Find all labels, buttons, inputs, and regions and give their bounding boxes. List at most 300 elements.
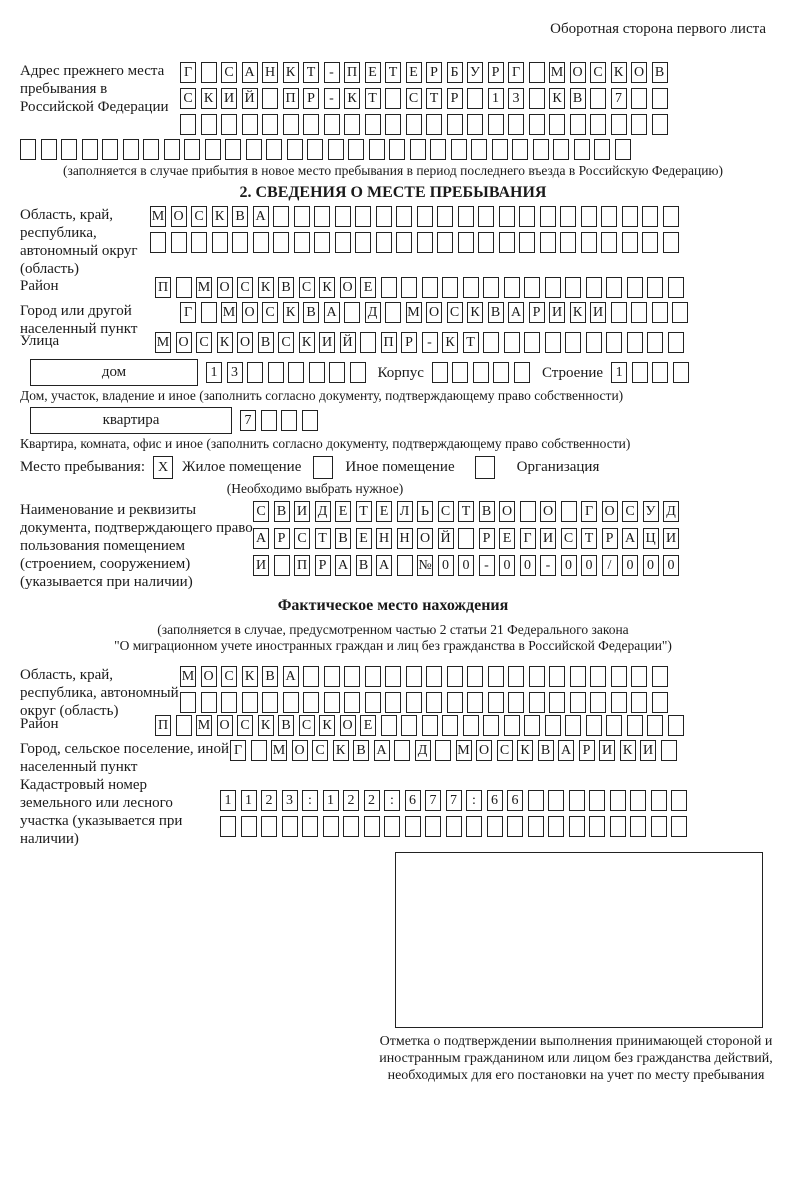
char-box[interactable] — [561, 501, 577, 522]
char-box[interactable] — [410, 139, 426, 160]
char-box[interactable] — [329, 362, 345, 383]
char-box[interactable]: А — [558, 740, 574, 761]
char-box[interactable] — [437, 232, 453, 253]
char-box[interactable]: В — [353, 740, 369, 761]
char-box[interactable]: К — [319, 277, 335, 298]
char-box[interactable]: 1 — [323, 790, 339, 811]
char-box[interactable]: В — [278, 715, 294, 736]
char-box[interactable]: Р — [401, 332, 417, 353]
char-box[interactable] — [422, 277, 438, 298]
char-box[interactable]: М — [456, 740, 472, 761]
char-box[interactable]: Е — [365, 62, 381, 83]
char-box[interactable]: С — [299, 277, 315, 298]
char-box[interactable]: Р — [579, 740, 595, 761]
char-box[interactable] — [652, 88, 668, 109]
char-box[interactable] — [324, 114, 340, 135]
char-box[interactable] — [283, 114, 299, 135]
char-box[interactable] — [671, 816, 687, 837]
char-box[interactable] — [548, 816, 564, 837]
char-box[interactable] — [442, 277, 458, 298]
char-box[interactable] — [483, 715, 499, 736]
char-box[interactable]: Л — [397, 501, 413, 522]
char-box[interactable]: О — [292, 740, 308, 761]
char-box[interactable]: 1 — [611, 362, 627, 383]
char-box[interactable]: В — [570, 88, 586, 109]
char-box[interactable] — [467, 88, 483, 109]
char-box[interactable] — [647, 332, 663, 353]
char-box[interactable]: М — [180, 666, 196, 687]
char-box[interactable] — [180, 114, 196, 135]
char-box[interactable] — [630, 790, 646, 811]
char-box[interactable] — [508, 666, 524, 687]
checkbox-organization[interactable] — [475, 456, 495, 479]
char-box[interactable]: 0 — [458, 555, 474, 576]
char-box[interactable] — [344, 114, 360, 135]
char-box[interactable]: В — [258, 332, 274, 353]
char-box[interactable] — [447, 692, 463, 713]
char-box[interactable] — [671, 790, 687, 811]
char-box[interactable]: К — [299, 332, 315, 353]
char-box[interactable]: И — [221, 88, 237, 109]
char-box[interactable] — [499, 206, 515, 227]
char-box[interactable] — [524, 332, 540, 353]
char-box[interactable] — [590, 114, 606, 135]
char-box[interactable]: О — [476, 740, 492, 761]
char-box[interactable] — [627, 715, 643, 736]
char-box[interactable]: С — [262, 302, 278, 323]
char-box[interactable]: И — [599, 740, 615, 761]
char-box[interactable]: Р — [315, 555, 331, 576]
char-box[interactable]: П — [294, 555, 310, 576]
char-box[interactable] — [611, 692, 627, 713]
char-box[interactable] — [586, 332, 602, 353]
char-box[interactable]: В — [335, 528, 351, 549]
char-box[interactable]: В — [652, 62, 668, 83]
char-box[interactable] — [451, 139, 467, 160]
char-box[interactable]: № — [417, 555, 433, 576]
char-box[interactable]: - — [479, 555, 495, 576]
char-box[interactable]: К — [258, 715, 274, 736]
char-box[interactable] — [384, 816, 400, 837]
char-box[interactable]: И — [663, 528, 679, 549]
char-box[interactable]: В — [262, 666, 278, 687]
char-box[interactable] — [467, 114, 483, 135]
char-box[interactable] — [471, 139, 487, 160]
char-box[interactable]: В — [274, 501, 290, 522]
char-box[interactable] — [150, 232, 166, 253]
char-box[interactable]: И — [294, 501, 310, 522]
char-box[interactable] — [176, 277, 192, 298]
char-box[interactable] — [426, 666, 442, 687]
char-box[interactable] — [549, 692, 565, 713]
char-box[interactable]: С — [299, 715, 315, 736]
char-box[interactable] — [262, 692, 278, 713]
char-box[interactable] — [376, 206, 392, 227]
char-box[interactable] — [205, 139, 221, 160]
char-box[interactable]: С — [438, 501, 454, 522]
char-box[interactable]: А — [324, 302, 340, 323]
char-box[interactable] — [514, 362, 530, 383]
char-box[interactable] — [435, 740, 451, 761]
char-box[interactable] — [274, 555, 290, 576]
char-box[interactable] — [652, 362, 668, 383]
char-box[interactable] — [381, 715, 397, 736]
char-box[interactable] — [590, 666, 606, 687]
char-box[interactable] — [606, 332, 622, 353]
char-box[interactable]: С — [294, 528, 310, 549]
char-box[interactable] — [221, 114, 237, 135]
char-box[interactable]: А — [335, 555, 351, 576]
char-box[interactable] — [426, 692, 442, 713]
char-box[interactable] — [512, 139, 528, 160]
char-box[interactable] — [365, 692, 381, 713]
char-box[interactable] — [447, 666, 463, 687]
char-box[interactable] — [504, 332, 520, 353]
char-box[interactable] — [467, 692, 483, 713]
char-box[interactable]: О — [540, 501, 556, 522]
char-box[interactable] — [589, 790, 605, 811]
char-box[interactable]: О — [217, 277, 233, 298]
char-box[interactable] — [447, 114, 463, 135]
char-box[interactable]: В — [538, 740, 554, 761]
char-box[interactable] — [242, 692, 258, 713]
char-box[interactable] — [262, 114, 278, 135]
char-box[interactable] — [344, 666, 360, 687]
char-box[interactable]: 0 — [581, 555, 597, 576]
char-box[interactable]: М — [150, 206, 166, 227]
char-box[interactable] — [615, 139, 631, 160]
char-box[interactable]: Т — [463, 332, 479, 353]
char-box[interactable] — [586, 277, 602, 298]
char-box[interactable] — [61, 139, 77, 160]
char-box[interactable]: К — [333, 740, 349, 761]
char-box[interactable]: : — [466, 790, 482, 811]
char-box[interactable] — [601, 206, 617, 227]
char-box[interactable]: К — [549, 88, 565, 109]
char-box[interactable] — [241, 816, 257, 837]
char-box[interactable] — [365, 666, 381, 687]
char-box[interactable]: Д — [365, 302, 381, 323]
char-box[interactable] — [406, 114, 422, 135]
char-box[interactable] — [601, 232, 617, 253]
char-box[interactable]: Р — [479, 528, 495, 549]
char-box[interactable]: Р — [426, 62, 442, 83]
char-box[interactable]: Т — [458, 501, 474, 522]
char-box[interactable]: С — [561, 528, 577, 549]
char-box[interactable] — [425, 816, 441, 837]
char-box[interactable]: К — [319, 715, 335, 736]
char-box[interactable] — [586, 715, 602, 736]
char-box[interactable] — [220, 816, 236, 837]
char-box[interactable] — [232, 232, 248, 253]
char-box[interactable]: С — [221, 62, 237, 83]
char-box[interactable]: В — [488, 302, 504, 323]
char-box[interactable]: О — [426, 302, 442, 323]
char-box[interactable] — [324, 692, 340, 713]
char-box[interactable] — [540, 232, 556, 253]
char-box[interactable] — [529, 692, 545, 713]
char-box[interactable] — [394, 740, 410, 761]
char-box[interactable] — [426, 114, 442, 135]
char-box[interactable] — [437, 206, 453, 227]
char-box[interactable] — [610, 790, 626, 811]
char-box[interactable] — [627, 277, 643, 298]
char-box[interactable]: К — [283, 302, 299, 323]
char-box[interactable] — [524, 715, 540, 736]
char-box[interactable]: Д — [415, 740, 431, 761]
char-box[interactable]: А — [622, 528, 638, 549]
char-box[interactable] — [622, 206, 638, 227]
char-box[interactable] — [273, 206, 289, 227]
char-box[interactable] — [545, 715, 561, 736]
char-box[interactable]: О — [602, 501, 618, 522]
char-box[interactable] — [302, 410, 318, 431]
char-box[interactable] — [369, 139, 385, 160]
char-box[interactable] — [673, 362, 689, 383]
char-box[interactable] — [176, 715, 192, 736]
char-box[interactable]: Й — [438, 528, 454, 549]
char-box[interactable]: 2 — [364, 790, 380, 811]
char-box[interactable] — [463, 715, 479, 736]
char-box[interactable] — [376, 232, 392, 253]
char-box[interactable] — [492, 139, 508, 160]
char-box[interactable] — [343, 816, 359, 837]
char-box[interactable]: С — [237, 715, 253, 736]
char-box[interactable]: Р — [274, 528, 290, 549]
char-box[interactable] — [570, 666, 586, 687]
char-box[interactable] — [417, 232, 433, 253]
char-box[interactable]: К — [620, 740, 636, 761]
char-box[interactable] — [594, 139, 610, 160]
char-box[interactable]: С — [312, 740, 328, 761]
char-box[interactable] — [529, 88, 545, 109]
char-box[interactable]: М — [271, 740, 287, 761]
char-box[interactable]: 0 — [663, 555, 679, 576]
char-box[interactable]: 2 — [261, 790, 277, 811]
char-box[interactable]: 0 — [643, 555, 659, 576]
char-box[interactable] — [385, 302, 401, 323]
char-box[interactable]: Е — [335, 501, 351, 522]
char-box[interactable] — [283, 692, 299, 713]
char-box[interactable] — [487, 816, 503, 837]
char-box[interactable]: 3 — [508, 88, 524, 109]
char-box[interactable] — [652, 114, 668, 135]
char-box[interactable]: О — [237, 332, 253, 353]
char-box[interactable] — [545, 332, 561, 353]
char-box[interactable]: 7 — [425, 790, 441, 811]
char-box[interactable]: Т — [303, 62, 319, 83]
char-box[interactable]: 0 — [499, 555, 515, 576]
char-box[interactable]: Т — [426, 88, 442, 109]
char-box[interactable] — [446, 816, 462, 837]
char-box[interactable] — [549, 666, 565, 687]
char-box[interactable] — [365, 114, 381, 135]
char-box[interactable]: Р — [602, 528, 618, 549]
char-box[interactable] — [529, 114, 545, 135]
char-box[interactable] — [442, 715, 458, 736]
char-box[interactable]: П — [155, 277, 171, 298]
char-box[interactable] — [627, 332, 643, 353]
char-box[interactable]: 7 — [240, 410, 256, 431]
char-box[interactable] — [314, 232, 330, 253]
char-box[interactable]: Р — [488, 62, 504, 83]
char-box[interactable] — [553, 139, 569, 160]
char-box[interactable] — [507, 816, 523, 837]
char-box[interactable] — [452, 362, 468, 383]
char-box[interactable]: С — [497, 740, 513, 761]
char-box[interactable] — [560, 232, 576, 253]
char-box[interactable]: Й — [340, 332, 356, 353]
char-box[interactable]: С — [278, 332, 294, 353]
char-box[interactable] — [344, 692, 360, 713]
char-box[interactable]: Г — [581, 501, 597, 522]
char-box[interactable] — [273, 232, 289, 253]
char-box[interactable] — [323, 816, 339, 837]
char-box[interactable]: В — [356, 555, 372, 576]
char-box[interactable]: Г — [180, 302, 196, 323]
char-box[interactable] — [397, 555, 413, 576]
char-box[interactable] — [281, 410, 297, 431]
char-box[interactable] — [303, 114, 319, 135]
char-box[interactable] — [611, 666, 627, 687]
char-box[interactable]: А — [508, 302, 524, 323]
char-box[interactable] — [201, 302, 217, 323]
char-box[interactable] — [350, 362, 366, 383]
char-box[interactable] — [221, 692, 237, 713]
char-box[interactable]: - — [324, 62, 340, 83]
char-box[interactable] — [401, 277, 417, 298]
char-box[interactable] — [533, 139, 549, 160]
char-box[interactable] — [385, 666, 401, 687]
char-box[interactable]: Т — [581, 528, 597, 549]
char-box[interactable]: О — [176, 332, 192, 353]
char-box[interactable] — [504, 277, 520, 298]
char-box[interactable] — [262, 88, 278, 109]
char-box[interactable]: И — [640, 740, 656, 761]
char-box[interactable]: П — [155, 715, 171, 736]
char-box[interactable] — [307, 139, 323, 160]
char-box[interactable] — [606, 715, 622, 736]
char-box[interactable] — [610, 816, 626, 837]
char-box[interactable] — [184, 139, 200, 160]
char-box[interactable] — [529, 666, 545, 687]
char-box[interactable] — [385, 692, 401, 713]
char-box[interactable] — [355, 232, 371, 253]
char-box[interactable] — [631, 114, 647, 135]
char-box[interactable]: И — [253, 555, 269, 576]
char-box[interactable] — [242, 114, 258, 135]
char-box[interactable]: А — [253, 206, 269, 227]
char-box[interactable] — [647, 715, 663, 736]
char-box[interactable]: - — [422, 332, 438, 353]
char-box[interactable]: С — [221, 666, 237, 687]
char-box[interactable] — [622, 232, 638, 253]
char-box[interactable]: П — [344, 62, 360, 83]
char-box[interactable]: 2 — [343, 790, 359, 811]
char-box[interactable] — [519, 232, 535, 253]
char-box[interactable] — [288, 362, 304, 383]
char-box[interactable]: Е — [376, 501, 392, 522]
char-box[interactable]: С — [447, 302, 463, 323]
char-box[interactable]: А — [374, 740, 390, 761]
char-box[interactable]: К — [258, 277, 274, 298]
char-box[interactable] — [432, 362, 448, 383]
char-box[interactable]: 0 — [561, 555, 577, 576]
char-box[interactable] — [611, 302, 627, 323]
char-box[interactable] — [246, 139, 262, 160]
char-box[interactable] — [143, 139, 159, 160]
char-box[interactable]: Е — [406, 62, 422, 83]
char-box[interactable] — [581, 232, 597, 253]
char-box[interactable]: В — [479, 501, 495, 522]
char-box[interactable] — [545, 277, 561, 298]
char-box[interactable] — [528, 816, 544, 837]
char-box[interactable] — [570, 692, 586, 713]
char-box[interactable] — [661, 740, 677, 761]
char-box[interactable]: Н — [397, 528, 413, 549]
char-box[interactable] — [668, 332, 684, 353]
char-box[interactable] — [251, 740, 267, 761]
char-box[interactable] — [430, 139, 446, 160]
char-box[interactable] — [458, 528, 474, 549]
char-box[interactable]: С — [191, 206, 207, 227]
char-box[interactable]: К — [467, 302, 483, 323]
char-box[interactable]: Р — [447, 88, 463, 109]
char-box[interactable] — [652, 302, 668, 323]
char-box[interactable]: К — [242, 666, 258, 687]
char-box[interactable] — [253, 232, 269, 253]
char-box[interactable]: К — [570, 302, 586, 323]
char-box[interactable] — [324, 666, 340, 687]
char-box[interactable]: - — [540, 555, 556, 576]
char-box[interactable] — [504, 715, 520, 736]
char-box[interactable] — [467, 666, 483, 687]
char-box[interactable]: А — [283, 666, 299, 687]
char-box[interactable] — [590, 88, 606, 109]
char-box[interactable] — [303, 666, 319, 687]
char-box[interactable] — [565, 332, 581, 353]
char-box[interactable] — [180, 692, 196, 713]
char-box[interactable] — [663, 232, 679, 253]
char-box[interactable] — [606, 277, 622, 298]
char-box[interactable]: О — [417, 528, 433, 549]
char-box[interactable]: : — [302, 790, 318, 811]
char-box[interactable] — [565, 715, 581, 736]
char-box[interactable] — [261, 410, 277, 431]
char-box[interactable]: Т — [356, 501, 372, 522]
char-box[interactable] — [483, 332, 499, 353]
char-box[interactable] — [631, 692, 647, 713]
char-box[interactable]: 7 — [611, 88, 627, 109]
char-box[interactable]: П — [381, 332, 397, 353]
char-box[interactable] — [406, 692, 422, 713]
char-box[interactable] — [417, 206, 433, 227]
char-box[interactable] — [478, 206, 494, 227]
char-box[interactable] — [574, 139, 590, 160]
char-box[interactable] — [466, 816, 482, 837]
char-box[interactable]: В — [278, 277, 294, 298]
char-box[interactable]: 1 — [241, 790, 257, 811]
char-box[interactable]: К — [212, 206, 228, 227]
char-box[interactable]: Р — [529, 302, 545, 323]
char-box[interactable]: Д — [663, 501, 679, 522]
char-box[interactable]: 0 — [622, 555, 638, 576]
char-box[interactable]: И — [540, 528, 556, 549]
char-box[interactable]: О — [201, 666, 217, 687]
char-box[interactable]: С — [237, 277, 253, 298]
char-box[interactable] — [478, 232, 494, 253]
char-box[interactable]: С — [253, 501, 269, 522]
